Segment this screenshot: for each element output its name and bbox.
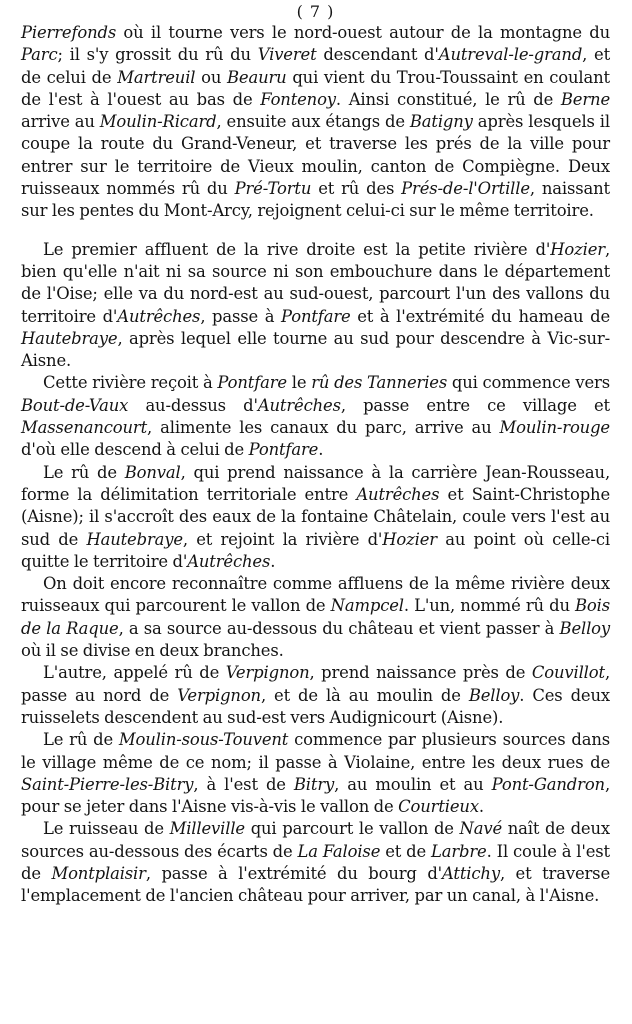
text-run: .	[478, 797, 484, 817]
paragraph-2	[21, 239, 610, 373]
text-run: , alimente les canaux du parc, arrive au	[147, 418, 500, 438]
italic-place-name: Larbre	[430, 841, 487, 861]
text-run: , et de celui de	[21, 45, 611, 87]
text-run: , après lequel elle tourne au sud pour descendre à Vic-sur-Aisne.	[21, 328, 610, 371]
text-run: , a sa source au-dessous du château et vient passer à	[118, 618, 560, 638]
text-run: L'autre, appelé rû de	[43, 663, 226, 683]
italic-place-name: Beauru	[227, 67, 287, 87]
text-run: , au moulin et au	[334, 774, 492, 794]
paragraph-7	[21, 729, 610, 818]
text-run: , passe à l'extrémité du bourg d'	[145, 863, 443, 883]
text-run: .	[318, 440, 324, 460]
italic-place-name: Bonval	[124, 462, 181, 482]
italic-place-name: Autreval-le-grand	[438, 45, 583, 65]
text-run: , ensuite aux étangs de	[216, 112, 410, 132]
italic-place-name: Belloy	[559, 618, 611, 638]
text-run: , pour se jeter dans l'Aisne vis-à-vis le vallon de	[21, 774, 611, 817]
italic-place-name: Autrêches	[257, 395, 341, 415]
text-run: , bien qu'elle n'ait ni sa source ni son embouchure dans le département de l'Oise; elle va du nord-est au sud-ouest, parcourt l'un des vallons du territoire d'	[21, 239, 610, 326]
text-run: . Ces deux ruisselets descendent au sud-est vers Audignicourt (Aisne).	[21, 685, 610, 727]
italic-place-name: Fontenoy	[260, 89, 336, 109]
italic-place-name: Couvillot	[531, 663, 605, 683]
paragraph-3	[21, 372, 610, 461]
italic-place-name: Pontfare	[248, 440, 319, 460]
paragraph-1	[21, 22, 610, 223]
italic-place-name: Nampcel	[330, 596, 404, 616]
italic-place-name: Pré-Tortu	[234, 179, 312, 199]
italic-place-name: Navé	[459, 819, 503, 839]
italic-place-name: Massenancourt	[21, 418, 148, 438]
italic-place-name: Bois de la Raque	[21, 596, 610, 638]
text-run: qui vient du Trou-Toussaint en coulant de l'est à l'ouest au bas de	[21, 67, 610, 109]
text-run: et de	[380, 841, 431, 861]
italic-place-name: Batigny	[409, 112, 473, 132]
text-run: Le ruisseau de	[43, 819, 170, 839]
italic-place-name: Autrêches	[187, 551, 271, 571]
italic-place-name: Pontfare	[281, 306, 351, 326]
italic-place-name: Moulin-Ricard	[99, 112, 217, 132]
text-run: Le premier affluent de la rive droite est la petite rivière d'	[43, 239, 551, 259]
paragraph-4	[21, 462, 610, 573]
text-run: Cette rivière reçoit à	[43, 373, 218, 393]
italic-place-name: Saint-Pierre-les-Bitry	[21, 774, 194, 794]
text-run: où il se divise en deux branches.	[21, 641, 284, 661]
text-run: et Saint-Christophe (Aisne); il s'accroît des eaux de la fontaine Châtelain, coule vers l'est au sud de	[21, 484, 611, 549]
text-run: Le rû de	[43, 730, 119, 750]
italic-place-name: Viveret	[257, 45, 317, 65]
text-run: .	[270, 551, 276, 571]
text-run: On doit encore reconnaître comme affluens de la même rivière deux ruisseaux qui parcourent le vallon de	[21, 574, 610, 616]
text-run: , et de là au moulin de	[260, 685, 469, 705]
italic-place-name: Belloy	[468, 685, 520, 705]
text-run: , et traverse l'emplacement de l'ancien château pour arriver, par un canal, à l'Aisne.	[21, 863, 610, 906]
italic-place-name: Courtieux	[398, 797, 479, 817]
text-run: et rû des	[311, 179, 402, 199]
text-run: commence par plusieurs sources dans le village même de ce nom; il passe à Violaine, entre les deux rues de	[21, 730, 610, 772]
italic-place-name: Berne	[560, 89, 610, 109]
italic-place-name: Parc	[21, 45, 58, 65]
text-run: Le rû de	[43, 462, 125, 482]
italic-place-name: Autrêches	[117, 306, 201, 326]
text-run: et à l'extrémité du hameau de	[350, 306, 611, 326]
paragraph-8	[21, 818, 610, 907]
paragraph-gap	[21, 223, 610, 239]
text-run: . L'un, nommé rû du	[403, 596, 576, 616]
italic-place-name: Martreuil	[117, 67, 196, 87]
text-run: descendant d'	[316, 45, 439, 65]
italic-place-name: Hautebraye	[86, 529, 183, 549]
paragraph-5	[21, 573, 610, 662]
italic-place-name: Hautebraye	[21, 328, 118, 348]
text-run: qui parcourt le vallon de	[244, 819, 460, 839]
text-run: arrive au	[21, 112, 100, 132]
italic-place-name: Montplaisir	[51, 863, 146, 883]
italic-place-name: Attichy	[442, 863, 500, 883]
text-run: , passe à	[200, 306, 282, 326]
italic-place-name: Bitry	[293, 774, 335, 794]
text-run: , qui prend naissance à la carrière Jean-Rousseau, forme la délimitation territoriale entre	[21, 462, 610, 504]
italic-place-name: Pierrefonds	[21, 23, 117, 42]
text-run: d'où elle descend à celui de	[21, 440, 249, 460]
text-run: . Ainsi constitué, le rû de	[335, 89, 561, 109]
italic-place-name: Moulin-sous-Touvent	[118, 730, 289, 750]
italic-place-name: Verpignon	[225, 663, 310, 683]
italic-place-name: La Faloise	[297, 841, 381, 861]
text-run: naît de deux sources au-dessous des écarts de	[21, 819, 610, 861]
text-run: au point où celle-ci quitte le territoire d'	[21, 529, 610, 571]
page-number: ( 7 )	[296, 2, 335, 21]
italic-place-name: Verpignon	[177, 685, 261, 705]
italic-place-name: Bout-de-Vaux	[21, 395, 129, 415]
italic-place-name: Moulin-rouge	[499, 418, 610, 438]
text-run: , prend naissance près de	[309, 663, 532, 683]
text-run: , et rejoint la rivière d'	[182, 529, 383, 549]
italic-place-name: Prés-de-l'Ortille	[401, 179, 530, 199]
text-run: , passe au nord de	[21, 663, 610, 705]
text-run: où il tourne vers le nord-ouest autour de la montagne du	[116, 23, 610, 42]
italic-place-name: rû des Tanneries	[311, 373, 448, 393]
italic-place-name: Hozier	[550, 239, 605, 259]
text-run: , passe entre ce village et	[340, 395, 610, 415]
text-run: le	[286, 373, 312, 393]
text-run: . Il coule à l'est de	[21, 841, 610, 883]
italic-place-name: Hozier	[382, 529, 437, 549]
text-run: après lesquels il coupe la route du Grand-Veneur, et traverse les prés de la ville pour entrer sur le territoire de Vieux moulin, canton de Compiègne. Deux ruisseaux nommés rû du	[21, 112, 610, 199]
text-run: ; il s'y grossit du rû du	[57, 45, 258, 65]
paragraph-6	[21, 662, 610, 729]
italic-place-name: Autrêches	[356, 484, 440, 504]
italic-place-name: Pont-Gandron	[491, 774, 605, 794]
text-run: , naissant sur les pentes du Mont-Arcy, rejoignent celui-ci sur le même territoire.	[21, 179, 610, 221]
text-run: au-dessus d'	[128, 395, 258, 415]
italic-place-name: Milleville	[169, 819, 245, 839]
italic-place-name: Pontfare	[217, 373, 287, 393]
text-run: , à l'est de	[193, 774, 294, 794]
text-run: ou	[195, 67, 227, 87]
text-run: qui commence vers	[447, 373, 610, 393]
